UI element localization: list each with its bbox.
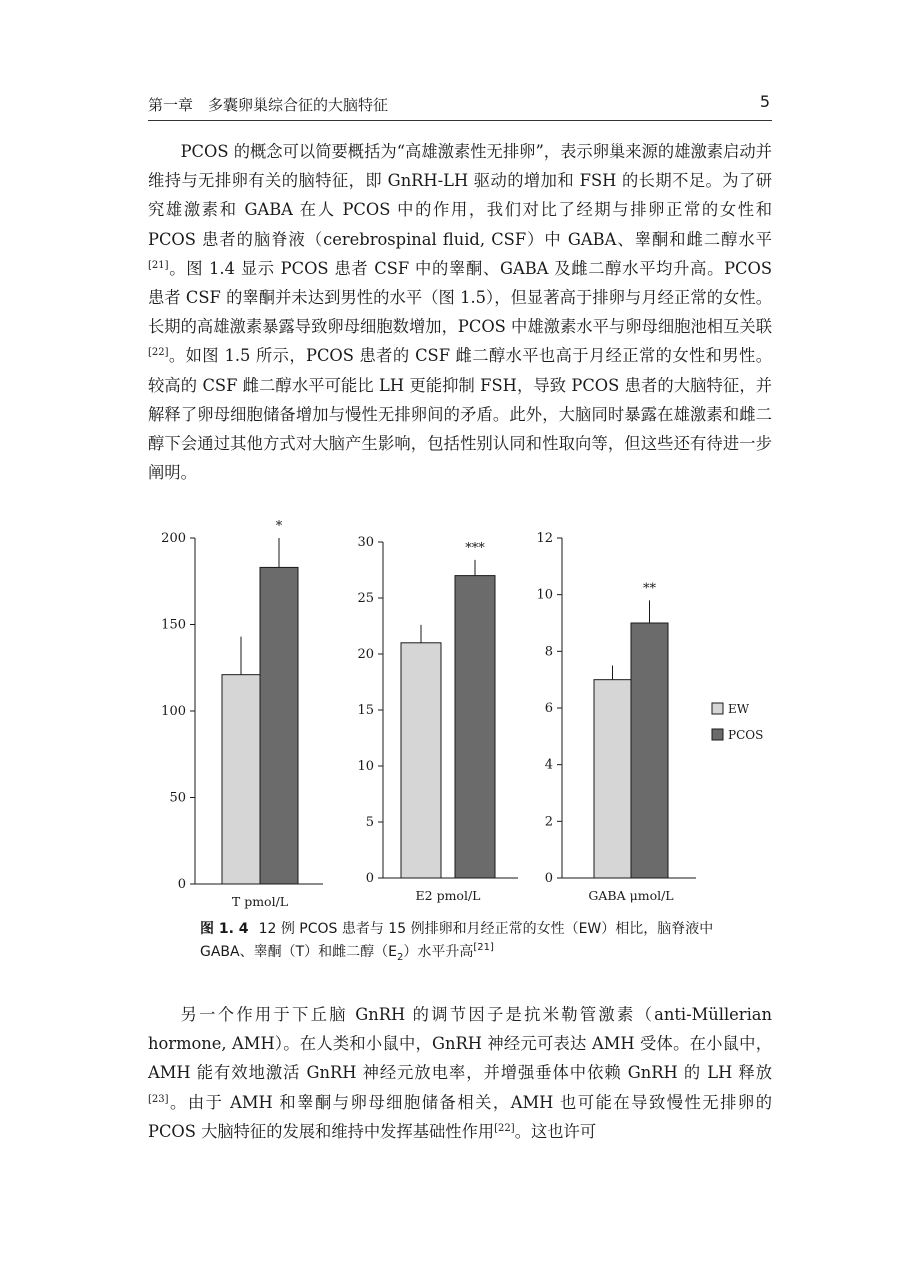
paragraph-text: 。这也许可 [514,1121,597,1141]
y-tick-label: 30 [357,535,374,550]
significance-marker: * [275,520,283,534]
y-tick-label: 0 [544,871,553,886]
pcos-bar [455,576,495,878]
citation: [22] [494,1122,515,1134]
legend-label-ew: EW [728,702,750,716]
caption-text: 12 例 PCOS 患者与 15 例排卵和月经正常的女性（EW）相比，脑脊液中 GABA、睾酮（T）和雌二醇（E [200,921,714,960]
paragraph-text: 。图 1.4 显示 PCOS 患者 CSF 中的睾酮、GABA 及雌二醇水平均升高。PCOS 患者 CSF 的睾酮并未达到男性的水平（图 1.5），但显著高于排卵与月经正常的女性。长期的高雄激素暴露导致卵母细胞数增加，PCOS 中雄激素水平与卵母细胞池相互关联 [148,258,772,337]
ew-bar [594,680,631,878]
chapter-title: 第一章 多囊卵巢综合征的大脑特征 [148,96,389,114]
body-paragraph-1 [148,137,772,487]
y-tick-label: 25 [357,591,374,606]
page-number: 5 [759,92,770,111]
paragraph-text: PCOS 的概念可以简要概括为“高雄激素性无排卵”，表示卵巢来源的雄激素启动并维持与无排卵有关的脑特征，即 GnRH-LH 驱动的增加和 FSH 的长期不足。为了研究雄激素和 GABA 在人 PCOS 中的作用，我们对比了经期与排卵正常的女性和 PCOS 患者的脑脊液（cerebrospinal fluid, CSF）中 GABA、睾酮和雌二醇水平 [148,142,772,249]
ew-bar [222,675,260,884]
y-tick-label: 150 [161,617,186,633]
x-axis-label: GABA μmol/L [588,888,674,903]
y-tick-label: 5 [365,815,374,830]
running-header [148,92,772,121]
y-tick-label: 0 [365,871,374,886]
figure-1-4-charts [148,520,778,912]
y-tick-label: 12 [536,531,553,546]
y-tick-label: 10 [357,759,374,774]
pcos-bar [260,567,298,884]
significance-marker: *** [465,540,485,556]
y-tick-label: 20 [357,647,374,662]
y-tick-label: 100 [161,704,186,719]
y-tick-label: 6 [544,701,553,716]
y-tick-label: 8 [544,644,553,660]
citation: [23] [148,1093,169,1105]
legend-swatch-pcos [712,729,723,740]
x-axis-label: T pmol/L [231,894,289,909]
figure-caption [200,918,770,964]
y-tick-label: 15 [357,703,374,718]
citation: [21] [473,942,494,953]
paragraph-text: 。由于 AMH 和睾酮与卵母细胞储备相关，AMH 也可能在导致慢性无排卵的 PCOS 大脑特征的发展和维持中发挥基础性作用 [148,1092,772,1141]
y-tick-label: 4 [544,757,553,773]
y-tick-label: 2 [544,814,553,830]
y-tick-label: 200 [161,531,186,546]
caption-subscript: 2 [397,951,404,963]
y-tick-label: 10 [536,587,553,603]
legend-swatch-ew [712,703,723,714]
paragraph-text: 。如图 1.5 所示，PCOS 患者的 CSF 雌二醇水平也高于月经正常的女性和男性。较高的 CSF 雌二醇水平可能比 LH 更能抑制 FSH，导致 PCOS 患者的大脑特征，并解释了卵母细胞储备增加与慢性无排卵间的矛盾。此外，大脑同时暴露在雄激素和雌二醇下会通过其他方式对大脑产生影响，包括性别认同和性取向等，但这些还有待进一步阐明。 [148,346,772,483]
x-axis-label: E2 pmol/L [415,888,481,903]
legend-label-pcos: PCOS [728,728,764,742]
figure-label: 图 1. 4 [200,921,249,937]
caption-text: ）水平升高 [403,944,474,960]
paragraph-text: 另一个作用于下丘脑 GnRH 的调节因子是抗米勒管激素（anti-Müllerian hormone, AMH）。在人类和小鼠中，GnRH 神经元可表达 AMH 受体。在小鼠中，AMH 能有效地激活 GnRH 神经元放电率，并增强垂体中依赖 GnRH 的 LH 释放 [148,1005,772,1083]
ew-bar [401,643,441,878]
significance-marker: ** [643,581,656,597]
citation: [22] [148,347,169,359]
pcos-bar [631,623,668,878]
citation: [21] [148,259,169,271]
y-tick-label: 0 [177,877,186,892]
y-tick-label: 50 [169,790,186,806]
body-paragraph-2 [148,1000,772,1146]
